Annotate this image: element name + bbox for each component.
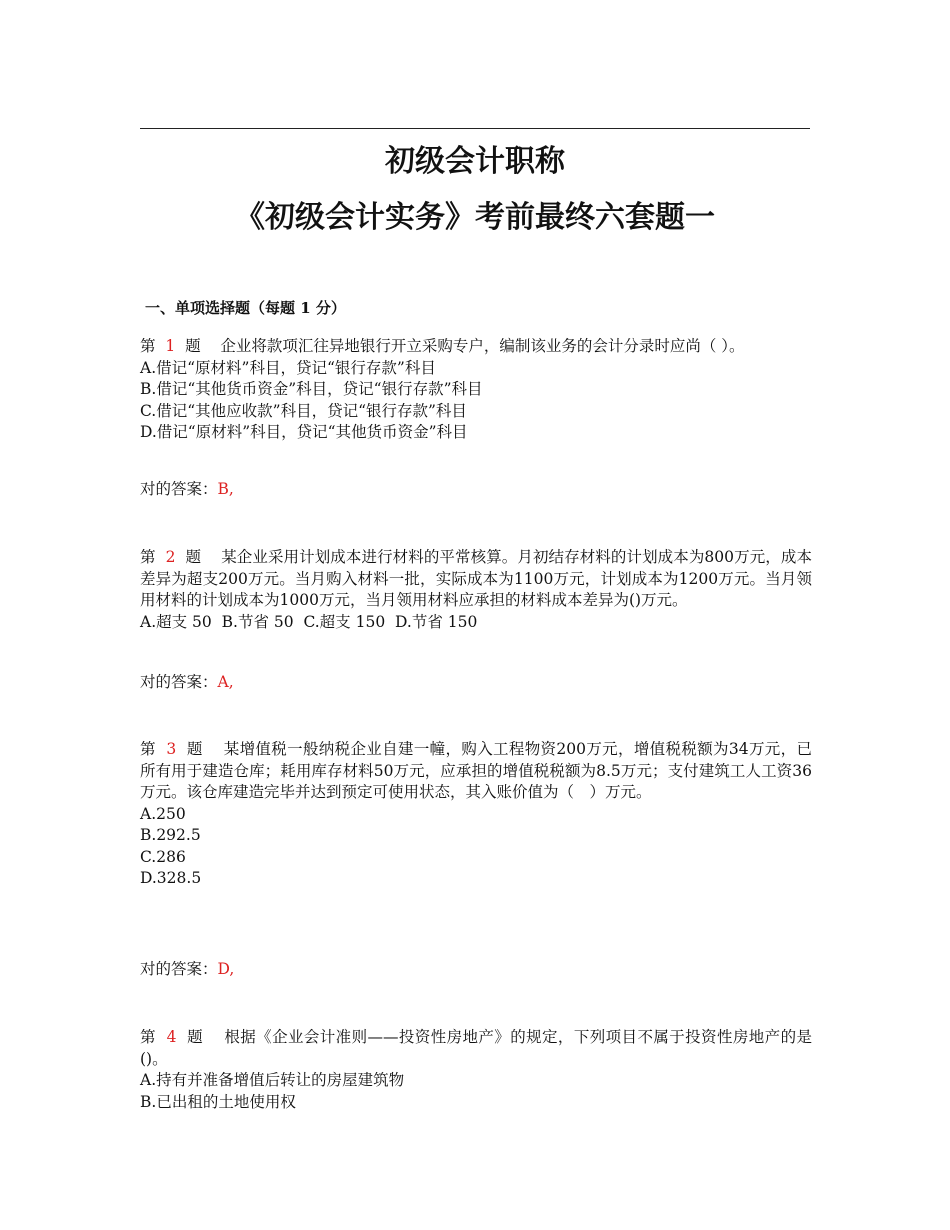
- question-suffix: 题: [186, 740, 203, 758]
- question-3: [140, 739, 812, 890]
- question-prefix: 第: [140, 1028, 156, 1046]
- section-heading: 一、单项选择题（每题 1 分）: [145, 299, 346, 317]
- question-number: 3: [166, 740, 177, 758]
- question-prefix: 第: [140, 548, 156, 566]
- options-inline: A.超支 50 B.节省 50 C.超支 150 D.节省 150: [140, 612, 478, 631]
- answer-value: A,: [217, 673, 234, 691]
- question-text: 某增值税一般纳税企业自建一幢，购入工程物资200万元，增值税税额为34万元，已所有用于建造仓库；耗用库存材料50万元，应承担的增值税税额为8.5万元；支付建筑工人工资36万元。该仓库建造完毕并达到预定可使用状态，其入账价值为（ ）万元。: [140, 740, 812, 801]
- question-text: 企业将款项汇往异地银行开立采购专户，编制该业务的会计分录时应尚（ ）。: [220, 337, 745, 355]
- question-number: 2: [165, 548, 176, 566]
- option-d: D.328.5: [140, 869, 202, 887]
- question-suffix: 题: [185, 337, 201, 355]
- option-a: A.250: [140, 804, 186, 823]
- answer-3: [140, 959, 234, 981]
- question-prefix: 第: [140, 740, 156, 758]
- answer-label: 对的答案：: [140, 480, 218, 498]
- option-a: A.借记“原材料”科目，贷记“银行存款”科目: [140, 358, 436, 377]
- question-prefix: 第: [140, 337, 156, 355]
- document-subtitle: 《初级会计实务》考前最终六套题一: [235, 200, 715, 235]
- question-text: 根据《企业会计准则——投资性房地产》的规定，下列项目不属于投资性房地产的是()。: [140, 1028, 812, 1068]
- document-title: 初级会计职称: [385, 144, 565, 179]
- question-stem: [140, 1027, 812, 1070]
- answer-label: 对的答案：: [140, 960, 218, 978]
- question-text: 某企业采用计划成本进行材料的平常核算。月初结存材料的计划成本为800万元，成本差异为超支200万元。当月购入材料一批，实际成本为1100万元，计划成本为1200万元。当月领用材料的计划成本为1000万元，当月领用材料应承担的材料成本差异为()万元。: [140, 548, 812, 609]
- option-c: C.286: [140, 847, 186, 866]
- question-stem: [140, 739, 812, 804]
- option-c: C.借记“其他应收款”科目，贷记“银行存款”科目: [140, 401, 467, 420]
- question-stem: [140, 336, 812, 358]
- header-rule: [140, 128, 810, 129]
- option-b: B.借记“其他货币资金”科目，贷记“银行存款”科目: [140, 380, 483, 398]
- question-1: [140, 336, 812, 444]
- question-number: 4: [166, 1028, 177, 1046]
- option-d: D.借记“原材料”科目，贷记“其他货币资金”科目: [140, 423, 468, 441]
- question-suffix: 题: [185, 548, 202, 566]
- answer-value: D,: [217, 960, 235, 978]
- question-number: 1: [165, 337, 176, 355]
- answer-2: [140, 672, 234, 694]
- question-4: [140, 1027, 812, 1113]
- question-2: [140, 547, 812, 633]
- question-stem: [140, 547, 812, 612]
- answer-value: B,: [217, 480, 234, 498]
- option-a: A.持有并准备增值后转让的房屋建筑物: [140, 1071, 405, 1089]
- answer-1: [140, 479, 234, 501]
- answer-label: 对的答案：: [140, 673, 218, 691]
- question-suffix: 题: [187, 1028, 204, 1046]
- option-b: B.292.5: [140, 826, 201, 844]
- option-b: B.已出租的土地使用权: [140, 1092, 296, 1111]
